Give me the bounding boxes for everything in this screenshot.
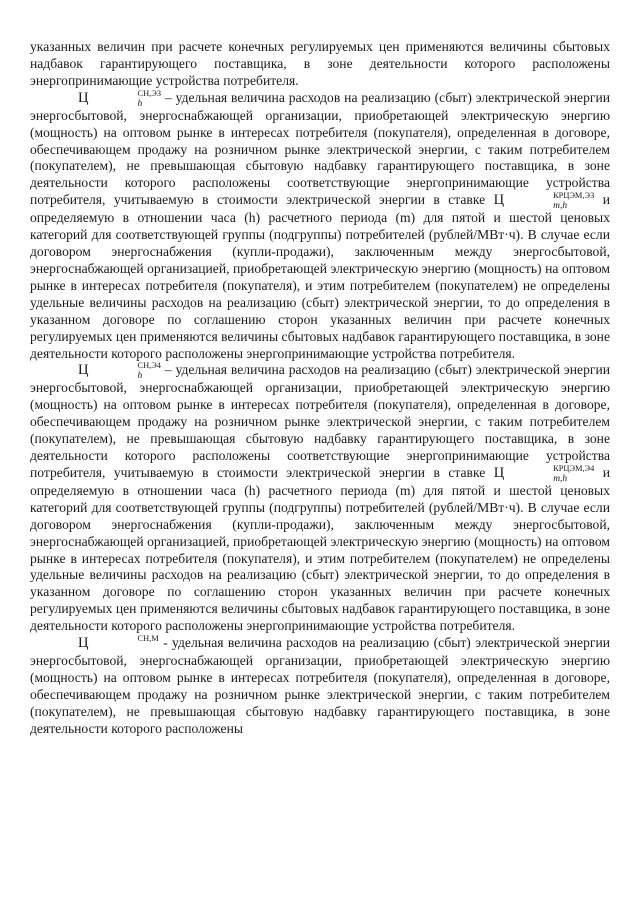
price-symbol [493,463,595,484]
symbol-base: Ц [493,192,505,209]
symbol-superscript: СН,ЭЗ [137,88,162,98]
paragraph-text: и определяемую в отношении часа (h) расчетного периода (m) для пятой и шестой ценовых категорий для соответствующей группы (подгруппы) потребителей (рублей/МВт·ч). В случае если договором энергоснабжения (купли-продажи), заключенным между энергосбытовой, энергоснабжающей организацией, приобретающей электрическую энергию (мощность) на оптовом рынке в интересах потребителя (покупателя), и этим потребителем (покупателем) не определены удельные величины расходов на реализацию (сбыт) электрической энергии, то до определения в указанном договоре по соглашению сторон указанных величин при расчете конечных регулируемых цен применяются величины сбытовых надбавок гарантирующего поставщика, в зоне деятельности которого расположены энергопринимающие устройства потребителя. [30,464,610,634]
paragraph-text: – удельная величина расходов на реализацию (сбыт) электрической энергии энергосбытовой, энергоснабжающей организации, приобретающей электрическую энергию (мощность) на оптовом рынке в интересах потребителя (покупателя), определенная в договоре, обеспечивающем продажу на розничном рынке электрической энергии, с таким потребителем (покупателем), не превышающая сбытовую надбавку гарантирующего поставщика, в зоне деятельности которого расположены соответствующие энергопринимающие устройства потребителя, учитываемую в стоимости электрической энергии в ставке [30,362,610,480]
paragraph [30,362,610,635]
symbol-superscript: СН,Э4 [137,361,161,371]
symbol-base: Ц [493,464,505,481]
symbol-base: Ц [78,635,89,652]
symbol-subscript: h [137,98,143,109]
paragraph-text: и определяемую в отношении часа (h) расчетного периода (m) для пятой и шестой ценовых категорий для соответствующей группы (подгруппы) потребителей (рублей/МВт·ч). В случае если договором энергоснабжения (купли-продажи), заключенным между энергосбытовой, энергоснабжающей организацией, приобретающей электрическую энергию (мощность) на оптовом рынке в интересах потребителя (покупателя), и этим потребителем (покупателем) не определены удельные величины расходов на реализацию (сбыт) электрической энергии, то до определения в указанном договоре по соглашению сторон указанных величин при расчете конечных регулируемых цен применяются величины сбытовых надбавок гарантирующего поставщика, в зоне деятельности которого расположены энергопринимающие устройства потребителя. [30,192,610,361]
symbol-base: Ц [78,362,89,379]
paragraph [30,635,610,738]
paragraph [30,90,610,363]
price-symbol [78,361,161,382]
price-symbol [78,635,159,650]
price-symbol [493,191,595,212]
symbol-subscript: m,h [553,473,568,484]
symbol-subscript: m,h [553,201,568,212]
symbol-superscript: КРЦЭМ,ЭЗ [553,191,595,201]
symbol-base: Ц [78,89,89,106]
symbol-subscript [89,645,158,653]
paragraph-text: – удельная величина расходов на реализацию (сбыт) электрической энергии энергосбытовой, энергоснабжающей организации, приобретающей электрическую энергию (мощность) на оптовом рынке в интересах потребителя (покупателя), определенная в договоре, обеспечивающем продажу на розничном рынке электрической энергии, с таким потребителем (покупателем), не превышающая сбытовую надбавку гарантирующего поставщика, в зоне деятельности которого расположены соответствующие энергопринимающие устройства потребителя, учитываемую в стоимости электрической энергии в ставке [30,89,610,208]
document-body [30,39,610,738]
symbol-superscript: КРЦЭМ,Э4 [553,463,595,473]
price-symbol [78,88,162,109]
symbol-subscript: h [137,371,143,382]
paragraph-text: указанных величин при расчете конечных регулируемых цен применяются величины сбытовых надбавок гарантирующего поставщика, в зоне деятельности которого расположены энергопринимающие устройства потребителя. [30,39,610,88]
paragraph [30,39,610,90]
paragraph-text: - удельная величина расходов на реализацию (сбыт) электрической энергии энергосбытовой, энергоснабжающей организации, приобретающей электрическую энергию (мощность) на оптовом рынке в интересах потребителя (покупателя), определенная в договоре, обеспечивающем продажу на розничном рынке электрической энергии, с таким потребителем (покупателем), не превышающая сбытовую надбавку гарантирующего поставщика, в зоне деятельности которого расположены [30,635,610,736]
symbol-superscript: СН,М [137,634,159,644]
